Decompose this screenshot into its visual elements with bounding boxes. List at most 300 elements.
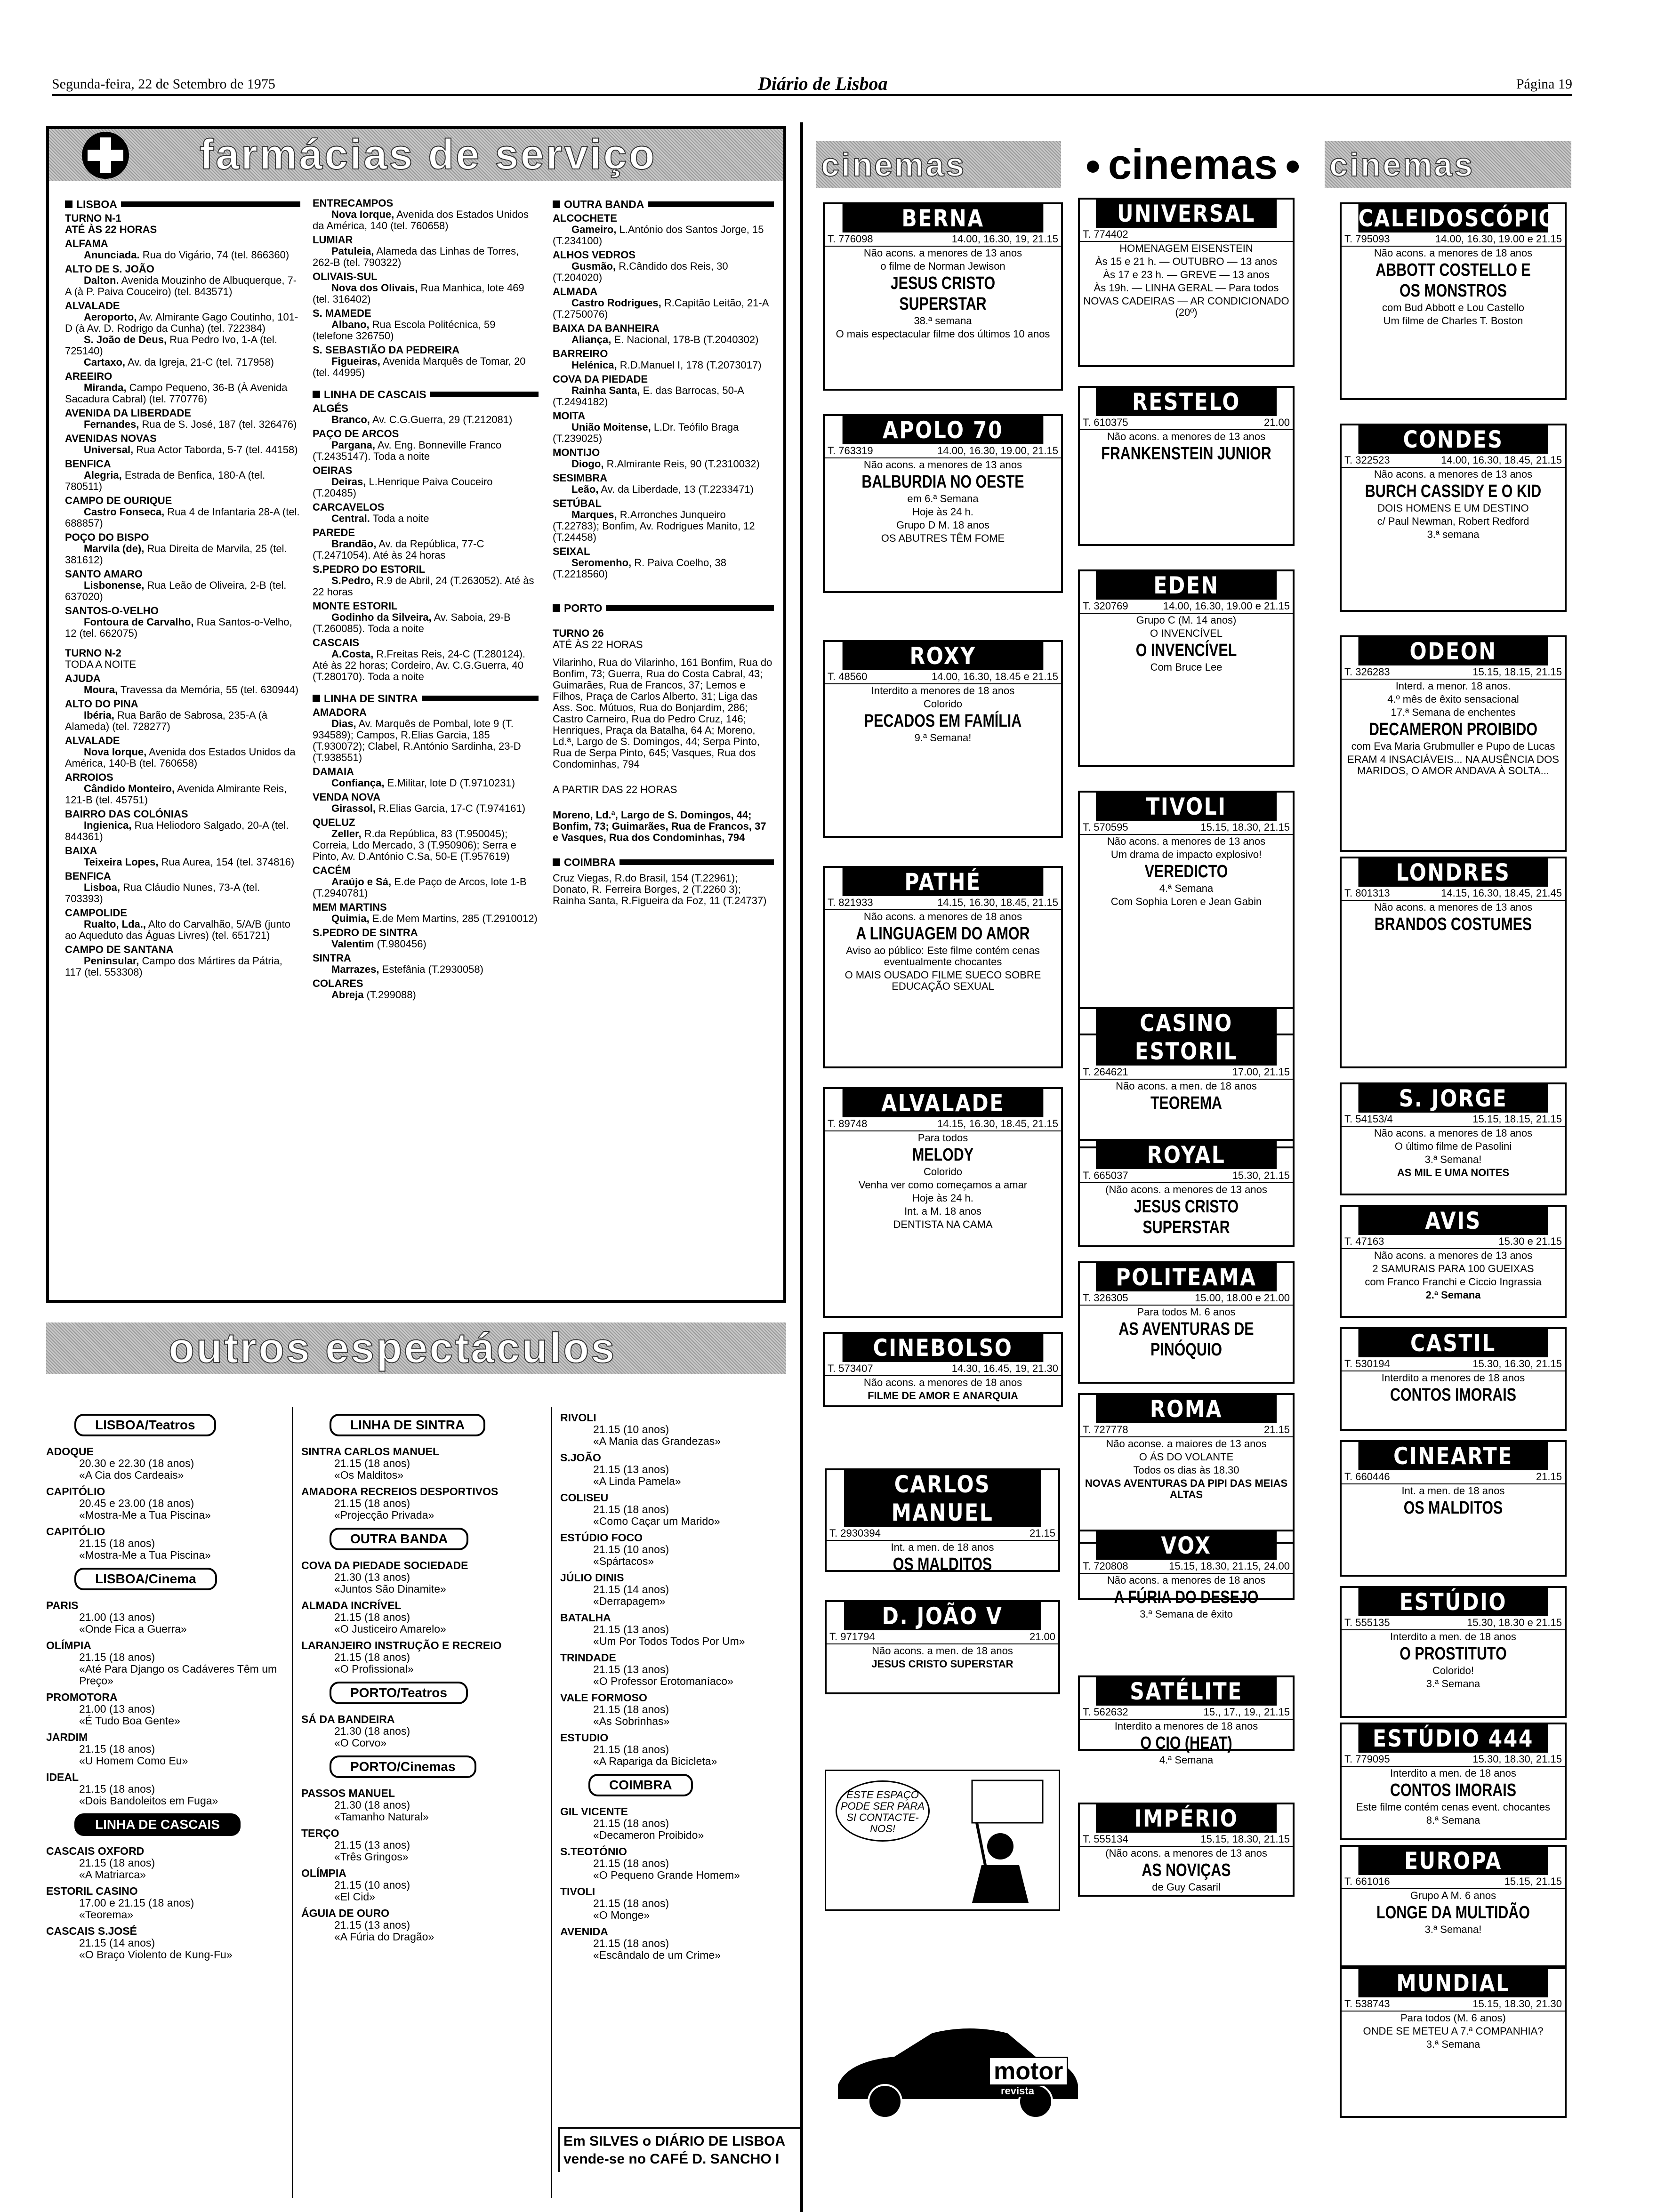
cinema-name: VOX bbox=[1096, 1531, 1277, 1560]
pharmacy-address: (T.980456) bbox=[377, 938, 426, 950]
pharmacy-address: Rua Barão de Sabrosa, 235-A (à Alameda) (tel. 728277) bbox=[65, 709, 268, 732]
pharmacy-name: Patuleia, bbox=[331, 245, 374, 257]
pharmacy-name: Teixeira Lopes, bbox=[84, 856, 159, 868]
pharmacy-address: Rua Leão de Oliveira, 2-B (tel. 637020) bbox=[65, 579, 287, 602]
cinema-detail: Hoje às 24 h. bbox=[912, 1192, 973, 1204]
show-title: «A Rapariga da Bicicleta» bbox=[593, 1755, 717, 1767]
section-header bbox=[65, 199, 300, 210]
film-title: A LINGUAGEM DO AMOR bbox=[856, 924, 1030, 944]
pharmacy-address: Rua de S. José, 187 (tel. 326476) bbox=[142, 418, 297, 430]
cinema-phone-row bbox=[1342, 1235, 1565, 1249]
pharmacy-address: Rua Actor Tabordа, 5-7 (tel. 44158) bbox=[136, 444, 298, 456]
section-title: COIMBRA bbox=[564, 856, 616, 868]
cinema-times: 15.15, 18.30, 21.15, 24.00 bbox=[1169, 1560, 1290, 1572]
pharmacy-name: Ibéria, bbox=[84, 709, 114, 721]
cinema-phone-row bbox=[1080, 1706, 1293, 1720]
pharmacy-area-name: SEIXAL bbox=[553, 545, 590, 557]
cinema-times: 15.30, 21.15 bbox=[1232, 1170, 1290, 1181]
pharmacy-area bbox=[313, 345, 539, 378]
pharmacy-entry bbox=[553, 458, 774, 470]
cinema-detail: O MAIS OUSADO FILME SUECO SOBRE EDUCAÇÃO SEXUAL bbox=[845, 969, 1041, 992]
pharmacy-entry bbox=[553, 360, 774, 371]
cinema-note: Não acons. a menores de 18 anos bbox=[1374, 1127, 1533, 1139]
section-title: LINHA DE CASCAIS bbox=[324, 388, 426, 401]
cinemas-banner-left: cinemas bbox=[821, 146, 966, 183]
venue-name: PARIS bbox=[46, 1599, 79, 1611]
cinema-listing bbox=[1078, 569, 1295, 767]
pharmacy-entry bbox=[65, 312, 300, 334]
advertise-here-ad bbox=[825, 1770, 1060, 1911]
show-title: «Escândalo de um Crime» bbox=[593, 1949, 721, 1961]
venue-name: ÁGUIA DE OURO bbox=[301, 1907, 389, 1919]
pharmacy-name: Castro Rodrigues, bbox=[571, 297, 661, 309]
cinema-listing bbox=[1078, 1261, 1295, 1384]
cinema-detail: FILME DE AMOR E ANARQUIA bbox=[868, 1390, 1018, 1402]
pharmacy-entry bbox=[65, 444, 300, 456]
pharmacy-area-name: SETÚBAL bbox=[553, 497, 602, 509]
cinema-detail: com Bud Abbott e Lou Castello bbox=[1382, 302, 1525, 313]
cinema-listing bbox=[1078, 1007, 1295, 1148]
venue-group-header: COIMBRA bbox=[588, 1774, 693, 1796]
venue-name: S.JOÃO bbox=[560, 1451, 601, 1464]
show-title: «O Monge» bbox=[593, 1909, 650, 1921]
venue-name: SINTRA CARLOS MANUEL bbox=[301, 1445, 440, 1458]
cinema-note: o filme de Norman Jewison bbox=[880, 260, 1005, 272]
venue-name: ALMADA INCRÍVEL bbox=[301, 1599, 402, 1611]
pharmacy-name: Valentim bbox=[331, 938, 374, 950]
show-time: 21.15 (13 anos) bbox=[334, 1919, 410, 1931]
cinema-phone-row bbox=[1080, 1833, 1293, 1847]
show-listing bbox=[301, 1446, 546, 1481]
pharmacy-address: Rua 4 de Infantaria 28-A (tel. 688857) bbox=[65, 506, 300, 529]
venue-name: AMADORA RECREIOS DESPORTIVOS bbox=[301, 1485, 499, 1498]
cinema-note: Não acons. a menores de 13 anos bbox=[863, 247, 1022, 259]
header-date: Segunda-feira, 22 de Setembro de 1975 bbox=[52, 76, 275, 92]
film-title: TEOREMA bbox=[1150, 1093, 1222, 1113]
cinema-note: Não acons. a menores de 13 anos bbox=[1374, 468, 1533, 480]
show-time: 21.00 (13 anos) bbox=[79, 1703, 155, 1715]
show-title: «Até Para Django os Cadáveres Têm um Preço» bbox=[79, 1663, 277, 1687]
pharmacy-area bbox=[313, 865, 539, 899]
pharmacy-area bbox=[65, 433, 300, 456]
cinema-phone: T. 570595 bbox=[1083, 821, 1128, 833]
pharmacy-area bbox=[313, 601, 539, 634]
cinema-phone-row bbox=[825, 670, 1061, 684]
show-time: 21.15 (13 anos) bbox=[593, 1623, 669, 1635]
outros-banner bbox=[46, 1322, 786, 1374]
cinema-detail: 3.ª Semana! bbox=[1424, 1923, 1482, 1935]
venue-name: LARANJEIRO INSTRUÇÃO E RECREIO bbox=[301, 1639, 502, 1651]
cinema-times: 17.00, 21.15 bbox=[1232, 1066, 1290, 1078]
cinema-note: Não acons. a menores de 13 anos bbox=[1374, 901, 1533, 913]
cinema-name: CALEIDOSCÓPIO bbox=[1358, 205, 1557, 232]
pharmacy-area-name: BENFICA bbox=[65, 870, 111, 882]
pharmacy-area bbox=[65, 458, 300, 492]
cinema-listing bbox=[1078, 386, 1295, 546]
cinema-phone-row bbox=[1342, 1357, 1565, 1371]
pharmacy-address: Avenida dos Estados Unidos da América, 140-B (tel. 760658) bbox=[65, 746, 296, 769]
film-title: DECAMERON PROIBIDO bbox=[1368, 720, 1538, 739]
cinema-listing bbox=[1340, 1723, 1567, 1840]
pharmacy-entry bbox=[553, 385, 774, 408]
pharmacy-entry bbox=[553, 334, 774, 345]
cinema-phone: T. 54153/4 bbox=[1344, 1113, 1393, 1125]
pharmacy-address: Avenida Almirante Reis, 121-B (tel. 45751) bbox=[65, 783, 287, 806]
pharmacy-entry bbox=[553, 297, 774, 320]
cinema-times: 14.00, 16.30, 19.00, 21.15 bbox=[937, 445, 1058, 457]
film-title: ABBOTT COSTELLO E OS MONSTROS bbox=[1375, 260, 1531, 301]
show-title: «O Corvo» bbox=[334, 1737, 387, 1749]
pharmacy-area bbox=[65, 698, 300, 732]
pharmacy-entry bbox=[553, 261, 774, 283]
cinema-phone: T. 2930394 bbox=[829, 1527, 881, 1539]
pharmacy-name: Marvila (de), bbox=[84, 543, 145, 554]
cinema-note: Não acons. a menores de 13 anos bbox=[1107, 431, 1266, 442]
cinema-detail: Colorido bbox=[924, 1166, 962, 1178]
cinema-note: Não acons. a menores de 18 anos bbox=[863, 1377, 1022, 1388]
venue-group-header: LISBOA/Teatros bbox=[74, 1414, 216, 1436]
cinema-times: 14.30, 16.45, 19, 21.30 bbox=[951, 1362, 1058, 1374]
show-title: «O Professor Erotomaníaco» bbox=[593, 1675, 733, 1687]
film-title: OS MALDITOS bbox=[893, 1555, 992, 1574]
pharmacy-area-name: SESIMBRA bbox=[553, 472, 608, 484]
pharmacy-name: Moura, bbox=[84, 684, 118, 696]
pharmacy-name: Rainha Santa, bbox=[571, 385, 640, 396]
pharmacy-area-name: PAÇO DE ARCOS bbox=[313, 428, 399, 440]
pharmacy-address: Av. da Liberdade, 13 (T.2233471) bbox=[601, 483, 754, 495]
cinema-phone: T. 779095 bbox=[1344, 1753, 1390, 1765]
cinema-name: TIVOLI bbox=[1096, 793, 1277, 821]
outros-divider-2 bbox=[551, 1407, 552, 2198]
venue-group-header: LINHA DE CASCAIS bbox=[74, 1813, 241, 1836]
pharmacy-entry bbox=[313, 246, 539, 268]
pharmacy-area bbox=[65, 569, 300, 602]
cinema-note: 4.º mês de êxito sensacional bbox=[1387, 693, 1519, 705]
pharmacy-address: R.Cândido dos Reis, 30 (T.204020) bbox=[553, 260, 728, 283]
cinema-detail: Com Sophia Loren e Jean Gabin bbox=[1110, 896, 1262, 907]
show-time: 21.00 (13 anos) bbox=[79, 1611, 155, 1623]
venue-name: PROMOTORA bbox=[46, 1691, 118, 1703]
venue-group-header: PORTO/Teatros bbox=[330, 1682, 468, 1704]
pharmacy-area-name: VENDA NOVA bbox=[313, 791, 381, 803]
show-time: 21.15 (13 anos) bbox=[593, 1663, 669, 1675]
show-listing bbox=[301, 1867, 546, 1903]
cinema-note: 3.ª Semana! bbox=[1424, 1154, 1482, 1165]
cinema-note: O último filme de Pasolini bbox=[1394, 1140, 1512, 1152]
cinema-note: Grupo C (M. 14 anos) bbox=[1136, 614, 1237, 626]
cinema-listing bbox=[823, 866, 1063, 1068]
pharmacy-area-name: CAMPOLIDE bbox=[65, 907, 127, 919]
pharmacy-area-name: ALVALADE bbox=[65, 300, 120, 312]
pharmacy-name: Nova dos Olivais, bbox=[331, 282, 418, 294]
pharmacy-name: Gusmão, bbox=[571, 260, 616, 272]
film-title: BURCH CASSIDY E O KID bbox=[1365, 481, 1542, 501]
pharmacy-area bbox=[313, 527, 539, 561]
cinema-note: Às 15 e 21 h. — OUTUBRO — 13 anos bbox=[1095, 256, 1278, 267]
porto-night-pharmacies: Moreno, Ld.ª, Largo de S. Domingos, 44; Bonfim, 73; Guimarães, Rua de Francos, 37 e Vasques, Rua dos Condominhas, 794 bbox=[553, 809, 766, 843]
pharmacy-address: R.da República, 83 (T.950045); Correia, Ldo Mercado, 3 (T.950906); Serra e Pinto, Av. D.António C.Sa, 50-E (T.957619) bbox=[313, 828, 516, 862]
pharmacy-entry bbox=[313, 612, 539, 634]
pharmacy-address: R.Elias Garcia, 17-C (T.974161) bbox=[378, 802, 526, 814]
pharmacy-area-name: AMADORA bbox=[313, 706, 367, 718]
pharmacy-address: R.Capitão Leitão, 21-A (T.2750076) bbox=[553, 297, 769, 320]
show-listing bbox=[46, 1925, 286, 1961]
cinema-times: 21.15 bbox=[1536, 1471, 1562, 1483]
pharmacy-address: Rua Direita de Marvila, 25 (tel. 381612) bbox=[65, 543, 287, 566]
pharmacy-name: Universal, bbox=[84, 444, 134, 456]
pharmacy-address: Campo dos Mártires da Pátria, 117 (tel. 553308) bbox=[65, 955, 282, 978]
silves-notice bbox=[558, 2127, 803, 2172]
pharmacy-address: Av. da República, 77-C (T.2471054). Até às 24 horas bbox=[313, 538, 484, 561]
show-title: «Derrapagem» bbox=[593, 1595, 666, 1607]
show-title: «Mostra-Me a Tua Piscina» bbox=[79, 1509, 211, 1521]
film-title: AS AVENTURAS DE PINÓQUIO bbox=[1118, 1319, 1254, 1360]
cinema-times: 14.00, 16.30, 18.45, 21.15 bbox=[1441, 454, 1562, 466]
cinema-phone-row bbox=[1342, 454, 1565, 468]
pharmacy-name: Marques, bbox=[571, 509, 617, 521]
cinema-phone: T. 795093 bbox=[1344, 233, 1390, 245]
venue-name: SÁ DA BANDEIRA bbox=[301, 1713, 395, 1725]
pharmacy-area-name: ALTO DE S. JOÃO bbox=[65, 263, 154, 275]
pharmacy-area bbox=[553, 348, 774, 371]
cinema-listing bbox=[825, 1468, 1060, 1572]
venue-name: BATALHA bbox=[560, 1611, 611, 1624]
pharmacy-area bbox=[313, 198, 539, 232]
show-title: «A Cia dos Cardeais» bbox=[79, 1469, 184, 1481]
show-title: «A Matriarca» bbox=[79, 1868, 146, 1881]
venue-name: JÚLIO DINIS bbox=[560, 1571, 624, 1584]
cinema-listing bbox=[1340, 1205, 1567, 1318]
cinema-phone-row bbox=[825, 1362, 1061, 1376]
show-title: «El Cid» bbox=[334, 1891, 375, 1903]
venue-name: VALE FORMOSO bbox=[560, 1691, 647, 1704]
film-title: JESUS CRISTO SUPERSTAR bbox=[1134, 1197, 1239, 1237]
pharmacy-address: R.Arronches Junqueiro (T.22783); Bonfim, Av. Rodrigues Manito, 12 (T.24458) bbox=[553, 509, 755, 543]
venue-name: JARDIM bbox=[46, 1731, 88, 1743]
pharmacy-name: Branco, bbox=[331, 414, 370, 425]
cinema-phone: T. 776098 bbox=[828, 233, 873, 245]
pharmacy-name: Lisbonense, bbox=[84, 579, 145, 591]
cinema-detail: 38.ª semana bbox=[914, 315, 972, 327]
outros-banner-text: outros espectáculos bbox=[169, 1324, 617, 1372]
show-listing bbox=[560, 1926, 796, 1961]
cinema-note: Interdito a menores de 18 anos bbox=[871, 685, 1015, 697]
pharmacy-area bbox=[65, 772, 300, 806]
show-listing bbox=[560, 1886, 796, 1921]
venue-name: TRINDADE bbox=[560, 1651, 616, 1664]
pharmacy-address: L.António dos Santos Jorge, 15 (T.234100) bbox=[553, 224, 764, 247]
film-title: VEREDICTO bbox=[1144, 862, 1228, 882]
cinema-note: Às 17 e 23 h. — GREVE — 13 anos bbox=[1103, 269, 1270, 281]
pharmacy-area-name: AREEIRO bbox=[65, 370, 113, 382]
pharmacy-address: Alto do Carvalhão, 5/A/B (junto ao Aqueduto das Águas Livres) (tel. 651721) bbox=[65, 918, 290, 941]
cinema-detail: 8.ª Semana bbox=[1426, 1814, 1480, 1826]
pharmacy-address: Avenida Mouzinho de Albuquerque, 7-A (à P. Paiva Couceiro) (tel. 843571) bbox=[65, 274, 297, 297]
pharmacy-area bbox=[313, 271, 539, 305]
show-listing bbox=[560, 1612, 796, 1647]
pharmacy-area bbox=[313, 978, 539, 1001]
pharmacy-area-name: PAREDE bbox=[313, 527, 355, 538]
show-title: «Juntos São Dinamite» bbox=[334, 1583, 446, 1595]
pharmacy-entry bbox=[65, 419, 300, 430]
show-listing bbox=[560, 1806, 796, 1841]
pharmacy-entry bbox=[65, 820, 300, 842]
pharmacy-entry bbox=[65, 746, 300, 769]
show-title: «É Tudo Boa Gente» bbox=[79, 1715, 180, 1727]
pharmacy-name: Aliança, bbox=[571, 334, 611, 345]
cinema-name: D. JOÃO V bbox=[844, 1602, 1041, 1630]
pharmacy-name: Albano, bbox=[331, 319, 370, 330]
show-time: 21.15 (18 anos) bbox=[593, 1937, 669, 1949]
turno-title: TURNO 26 bbox=[553, 627, 604, 639]
pharmacy-name: Diogo, bbox=[571, 458, 604, 470]
cinema-phone-row bbox=[1342, 1616, 1565, 1630]
cinema-name: CASTIL bbox=[1359, 1329, 1548, 1357]
cinema-name: LONDRES bbox=[1359, 858, 1548, 887]
pharmacy-address: R.D.Manuel I, 178 (T.2073017) bbox=[619, 359, 762, 371]
cinema-phone-row bbox=[1080, 1066, 1293, 1080]
show-listing bbox=[46, 1845, 286, 1881]
pharmacy-area-name: ALVALADE bbox=[65, 735, 120, 746]
cinema-note: Int. a men. de 18 anos bbox=[891, 1541, 994, 1553]
cinemas-title: cinemas bbox=[1108, 141, 1278, 188]
film-title: O PROSTITUTO bbox=[1400, 1644, 1507, 1664]
porto-pharmacies: Vilarinho, Rua do Vilarinho, 161 Bonfim, Rua do Bonfim, 73; Guerra, Rua do Costa Cabral, 43; Guimarães, Rua de Francos, 37; Lemos e Filhos, Praça de Carlos Alberto, 31; Liga das Ass. Soc. Mútuos, Rua do Bonjardim, 286; Castro Carneiro, Rua do Pedro Cruz, 146; Henriques, Praça da Batalha, 64 A; Moreno, Ld.ª, Largo de S. Domingos, 44; Serpa Pinto, Rua de Serpa Pinto, 645; Vasques, Rua dos Condominhas, 794 bbox=[553, 657, 772, 770]
cinema-detail: 4.ª Semana bbox=[1159, 882, 1214, 894]
pharmacy-area-name: POÇO DO BISPO bbox=[65, 531, 149, 543]
show-time: 21.15 (14 anos) bbox=[593, 1583, 669, 1595]
cinema-times: 21.00 bbox=[1263, 417, 1290, 428]
film-title: CONTOS IMORAIS bbox=[1390, 1780, 1516, 1800]
cinema-detail: com Franco Franchi e Ciccio Ingrassia bbox=[1365, 1276, 1542, 1288]
venue-name: CASCAIS OXFORD bbox=[46, 1845, 145, 1857]
show-listing bbox=[301, 1640, 546, 1675]
pharmacy-entry bbox=[313, 356, 539, 378]
pharmacy-area bbox=[313, 403, 539, 425]
cinema-note: Interdito a men. de 18 anos bbox=[1390, 1767, 1516, 1779]
cinema-phone-row bbox=[825, 444, 1061, 458]
pharmacy-area bbox=[553, 249, 774, 283]
pharmacy-area bbox=[313, 817, 539, 862]
cinema-times: 15.15, 18.30, 21.15 bbox=[1200, 1833, 1290, 1845]
pharmacy-address: Estrada de Benfica, 180-A (tel. 780511) bbox=[65, 469, 265, 492]
cinema-detail: com Eva Maria Grubmuller e Pupo de Lucas bbox=[1351, 740, 1555, 752]
pharmacy-area bbox=[313, 637, 539, 682]
show-listing bbox=[560, 1732, 796, 1767]
venue-group-header: LISBOA/Cinema bbox=[74, 1568, 217, 1590]
show-time: 21.15 (18 anos) bbox=[593, 1743, 669, 1755]
cinema-name: CINEBOLSO bbox=[843, 1334, 1044, 1362]
cinema-note: Para todos (M. 6 anos) bbox=[1400, 2012, 1506, 2024]
cinema-detail: 3.ª Semana de êxito bbox=[1140, 1608, 1233, 1620]
pharmacy-area-name: MEM MARTINS bbox=[313, 901, 387, 913]
section-header bbox=[313, 693, 539, 704]
show-time: 21.15 (13 anos) bbox=[593, 1463, 669, 1475]
pharmacy-area-name: MONTE ESTORIL bbox=[313, 600, 398, 612]
cinema-times: 15.30, 18.30, 21.15 bbox=[1472, 1753, 1562, 1765]
show-listing bbox=[46, 1486, 286, 1521]
pharmacy-address: Av. da Igreja, 21-C (tel. 717958) bbox=[127, 356, 274, 368]
pharmacy-name: Cartaxo, bbox=[84, 356, 126, 368]
cinema-phone-row bbox=[1080, 1169, 1293, 1183]
cinema-note: Não aconse. a maiores de 13 anos bbox=[1106, 1438, 1267, 1450]
show-time: 21.15 (18 anos) bbox=[593, 1503, 669, 1515]
pharmacy-name: Confiança, bbox=[331, 777, 385, 789]
farmacias-column-2 bbox=[313, 195, 539, 1001]
cinema-listing bbox=[823, 1332, 1063, 1407]
pharmacy-area-name: AJUDA bbox=[65, 673, 101, 684]
venue-name: COLISEU bbox=[560, 1491, 609, 1504]
pharmacy-entry bbox=[313, 414, 539, 425]
cinema-name: ESTÚDIO bbox=[1359, 1588, 1548, 1616]
cinema-phone: T. 326305 bbox=[1083, 1292, 1128, 1304]
pharmacy-area bbox=[313, 234, 539, 268]
pharmacy-area bbox=[553, 323, 774, 345]
show-listing bbox=[46, 1600, 286, 1635]
pharmacy-name: Araújo e Sá, bbox=[331, 876, 392, 888]
cinema-note: (Não acons. a menores de 13 anos bbox=[1105, 1847, 1267, 1859]
pharmacy-area bbox=[313, 953, 539, 975]
cinema-phone: T. 727778 bbox=[1083, 1424, 1128, 1435]
show-title: «Os Malditos» bbox=[334, 1469, 404, 1481]
cinema-note: Não acons. a menores de 13 anos bbox=[1107, 835, 1266, 847]
pharmacy-entry bbox=[313, 575, 539, 598]
pharmacy-area-name: MONTIJO bbox=[553, 447, 600, 458]
pharmacy-area bbox=[313, 428, 539, 462]
pharmacy-entry bbox=[313, 440, 539, 462]
cinema-times: 15.15, 21.15 bbox=[1504, 1875, 1562, 1887]
show-listing bbox=[46, 1731, 286, 1767]
pharmacy-area bbox=[313, 465, 539, 499]
show-listing bbox=[46, 1885, 286, 1921]
cinema-note: Para todos bbox=[917, 1132, 968, 1144]
pharmacy-area bbox=[313, 792, 539, 814]
cinema-phone: T. 660446 bbox=[1344, 1471, 1390, 1483]
cinema-name: IMPÉRIO bbox=[1096, 1804, 1277, 1833]
pharmacy-address: Campo Pequeno, 36-B (À Avenida Sacadura Cabral) (tel. 770776) bbox=[65, 382, 288, 405]
cinema-phone: T. 801313 bbox=[1344, 887, 1390, 899]
cinema-listing bbox=[1340, 1967, 1567, 2118]
cinema-phone-row bbox=[1342, 232, 1565, 247]
venue-name: RIVOLI bbox=[560, 1411, 596, 1424]
pharmacy-name: Nova Iorque, bbox=[331, 208, 394, 220]
pharmacy-area-name: AVENIDAS NOVAS bbox=[65, 433, 157, 444]
cinema-phone-row bbox=[1342, 887, 1565, 901]
pharmacy-address: R.9 de Abril, 24 (T.263052). Até às 22 horas bbox=[313, 575, 534, 598]
farmacias-banner-text: farmácias de serviço bbox=[200, 131, 657, 178]
venue-name: CAPITÓLIO bbox=[46, 1485, 105, 1498]
pharmacy-entry bbox=[313, 876, 539, 899]
pharmacy-name: Fernandes, bbox=[84, 418, 139, 430]
pharmacy-name: Fontoura de Carvalho, bbox=[84, 616, 194, 628]
pharmacy-entry bbox=[65, 275, 300, 297]
show-time: 21.15 (18 anos) bbox=[334, 1651, 410, 1663]
cinema-phone-row bbox=[1080, 1423, 1293, 1437]
show-listing bbox=[301, 1714, 546, 1749]
pharmacy-area-name: BAIRRO DAS COLÓNIAS bbox=[65, 808, 188, 820]
pharmacy-address: Rua Santos-o-Velho, 12 (tel. 662075) bbox=[65, 616, 292, 639]
pharmacy-entry bbox=[65, 783, 300, 806]
outros-column-3 bbox=[560, 1407, 796, 1961]
cinema-times: 15.15, 18.30, 21.30 bbox=[1472, 1998, 1562, 2010]
show-time: 21.30 (13 anos) bbox=[334, 1571, 410, 1583]
cinema-note: Não acons. a menores de 18 anos bbox=[863, 911, 1022, 922]
pharmacy-name: Lisboa, bbox=[84, 882, 121, 893]
show-time: 21.15 (13 anos) bbox=[334, 1839, 410, 1851]
cinema-name: RESTELO bbox=[1096, 388, 1277, 416]
cinema-name: PATHÉ bbox=[843, 868, 1044, 896]
cinema-detail: Com Bruce Lee bbox=[1150, 661, 1223, 673]
